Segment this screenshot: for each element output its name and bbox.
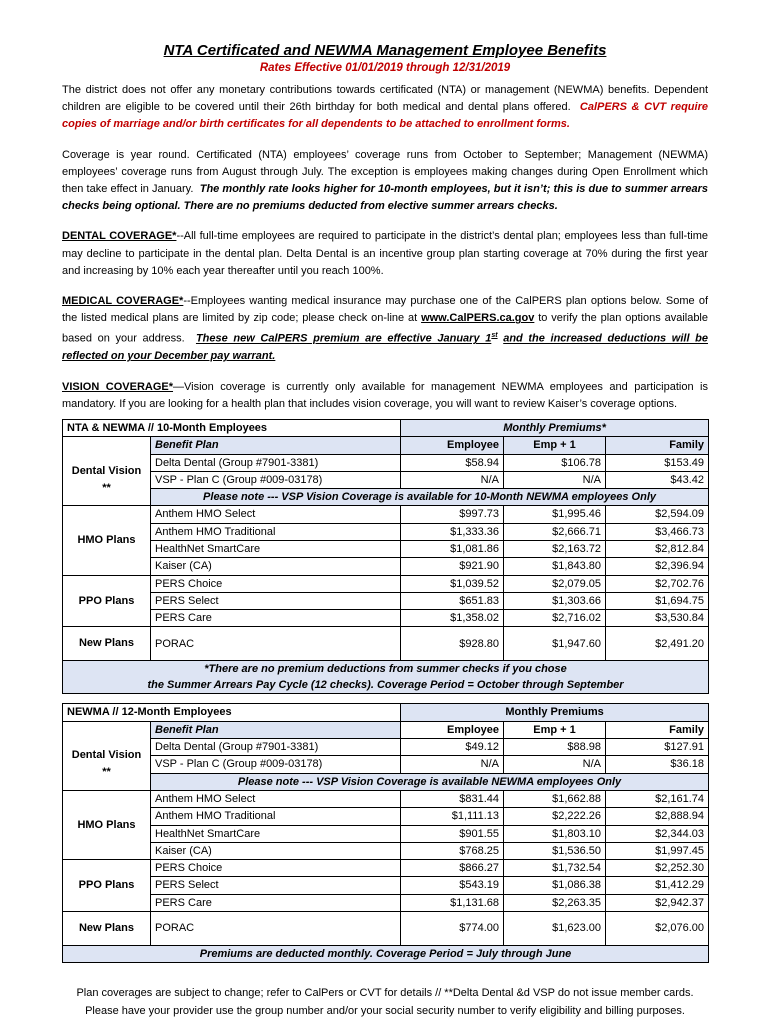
page-footer [62,985,708,1020]
col-benefit-plan: Benefit Plan [151,437,401,454]
group-new-plans: New Plans [63,912,151,946]
table-row [63,790,709,807]
emp-plus-1-rate: $1,803.10 [504,825,606,842]
employee-rate: $928.80 [401,627,504,661]
dental-paragraph [62,228,708,280]
table-row [63,471,709,488]
table-footer-note [63,661,709,694]
emp-plus-1-rate: $1,086.38 [504,877,606,894]
table-row [63,894,709,911]
employee-rate: $543.19 [401,877,504,894]
employee-rate: $901.55 [401,825,504,842]
emp-plus-1-rate: $2,222.26 [504,808,606,825]
plan-name: PERS Select [151,877,401,894]
table-footer-line-1: *There are no premium deductions from summer checks if you chose [204,663,567,676]
footer-line-1: Plan coverages are subject to change; refer to CalPers or CVT for details // **Delta Dental &d VSP do not issue member cards. [76,987,694,1000]
calpers-link[interactable]: www.CalPERS.ca.gov [421,312,535,325]
family-rate: $2,076.00 [606,912,709,946]
family-rate: $36.18 [606,756,709,773]
table-footer-row [63,661,709,694]
family-rate: $1,997.45 [606,842,709,859]
col-emp-plus-1: Emp + 1 [504,437,606,454]
group-header-blank [63,437,151,454]
vsp-note-row [63,773,709,790]
emp-plus-1-rate: $1,947.60 [504,627,606,661]
table-row [63,912,709,946]
employee-rate: $831.44 [401,790,504,807]
medical-bold-a: These new CalPERS premium are effective January 1 [195,333,492,346]
emp-plus-1-rate: $1,732.54 [504,860,606,877]
vsp-note: Please note --- VSP Vision Coverage is available for 10-Month NEWMA employees Only [151,489,709,506]
table-row [63,575,709,592]
group-ppo-plans: PPO Plans [63,575,151,627]
intro-paragraph [62,82,708,134]
monthly-premiums-header: Monthly Premiums [401,704,709,721]
emp-plus-1-rate: $1,623.00 [504,912,606,946]
plan-name: Delta Dental (Group #7901-3381) [151,739,401,756]
employee-rate: $997.73 [401,506,504,523]
group-hmo-plans: HMO Plans [63,506,151,575]
vision-heading: VISION COVERAGE* [62,380,174,393]
plan-name: PERS Care [151,894,401,911]
family-rate: $2,942.37 [606,894,709,911]
family-rate: $1,694.75 [606,592,709,609]
premiums-table-12-month [62,703,709,963]
emp-plus-1-rate: N/A [504,471,606,488]
employee-rate: $866.27 [401,860,504,877]
table-row [63,808,709,825]
employee-rate: $1,333.36 [401,523,504,540]
family-rate: $3,530.84 [606,610,709,627]
employee-rate: $921.90 [401,558,504,575]
coverage-paragraph [62,147,708,216]
plan-name: Delta Dental (Group #7901-3381) [151,454,401,471]
table-title: NTA & NEWMA // 10-Month Employees [63,419,401,436]
table-row [63,756,709,773]
table-row [63,523,709,540]
vsp-note: Please note --- VSP Vision Coverage is available NEWMA employees Only [151,773,709,790]
group-hmo-plans: HMO Plans [63,790,151,859]
employee-rate: $58.94 [401,454,504,471]
family-rate: $2,594.09 [606,506,709,523]
employee-rate: $49.12 [401,739,504,756]
plan-name: VSP - Plan C (Group #009-03178) [151,471,401,488]
intro-red-text: CalPERS & CVT require copies of marriage and/or birth certificates for all dependents to be attached to enrollment forms. [62,101,708,131]
family-rate: $153.49 [606,454,709,471]
table-row [63,610,709,627]
family-rate: $43.42 [606,471,709,488]
employee-rate: $774.00 [401,912,504,946]
table-row [63,860,709,877]
col-family: Family [606,437,709,454]
family-rate: $2,888.94 [606,808,709,825]
employee-rate: $1,131.68 [401,894,504,911]
rates-effective-subtitle: Rates Effective 01/01/2019 through 12/31/2019 [259,62,511,74]
table-row [63,506,709,523]
table-row [63,592,709,609]
family-rate: $127.91 [606,739,709,756]
dental-text: --All full-time employees are required to participate in the district’s dental plan; employees less than full-time may decline to participate in the dental plan. Delta Dental is an incentive group plan starting coverage at 70% during the first year and increasing by 10% each year thereafter until you reach 100%. [62,230,708,277]
group-new-plans: New Plans [63,627,151,661]
plan-name: HealthNet SmartCare [151,825,401,842]
medical-paragraph [62,293,708,365]
group-ppo-plans: PPO Plans [63,860,151,912]
family-rate: $3,466.73 [606,523,709,540]
emp-plus-1-rate: $2,079.05 [504,575,606,592]
medical-text-2: to verify the plan options available based on your address. [62,312,708,346]
plan-name: Kaiser (CA) [151,558,401,575]
dental-heading: DENTAL COVERAGE* [62,230,177,243]
table-row [63,627,709,661]
plan-name: Anthem HMO Traditional [151,808,401,825]
family-rate: $2,344.03 [606,825,709,842]
coverage-text: Coverage is year round. Certificated (NTA) employees’ coverage runs from October to September; Management (NEWMA) employees’ coverage runs from August through July. The exception is employees making changes during Open Enrollment which then take effect in January. [62,148,708,196]
plan-name: Anthem HMO Select [151,506,401,523]
emp-plus-1-rate: $1,995.46 [504,506,606,523]
employee-rate: $768.25 [401,842,504,859]
table-row [63,540,709,557]
family-rate: $2,812.84 [606,540,709,557]
intro-text: The district does not offer any monetary contributions towards certificated (NTA) or management (NEWMA) benefits. Dependent children are eligible to be covered until their 26th birthday for both medical and dental plans offered. [62,84,708,114]
col-benefit-plan: Benefit Plan [151,721,401,738]
plan-name: PORAC [151,627,401,661]
document-title: NTA Certificated and NEWMA Management Employee Benefits [163,42,607,59]
group-header-blank [63,721,151,738]
emp-plus-1-rate: $1,536.50 [504,842,606,859]
plan-name: PERS Care [151,610,401,627]
emp-plus-1-rate: $2,666.71 [504,523,606,540]
plan-name: VSP - Plan C (Group #009-03178) [151,756,401,773]
emp-plus-1-rate: $1,662.88 [504,790,606,807]
emp-plus-1-rate: $88.98 [504,739,606,756]
medical-bold-b: and the increased deductions will be reflected on your December pay warrant. [62,333,708,363]
plan-name: PERS Select [151,592,401,609]
vision-text: —Vision coverage is currently only available for management NEWMA employees and participation is mandatory. If you are looking for a health plan that includes vision coverage, you will want to review Kaiser’s coverage options. [62,380,708,410]
family-rate: $2,491.20 [606,627,709,661]
premiums-table-10-month [62,419,709,695]
emp-plus-1-rate: $2,163.72 [504,540,606,557]
col-emp-plus-1: Emp + 1 [504,721,606,738]
col-family: Family [606,721,709,738]
employee-rate: $1,081.86 [401,540,504,557]
family-rate: $1,412.29 [606,877,709,894]
emp-plus-1-rate: $2,716.02 [504,610,606,627]
plan-name: PERS Choice [151,860,401,877]
family-rate: $2,252.30 [606,860,709,877]
employee-rate: N/A [401,471,504,488]
employee-rate: N/A [401,756,504,773]
footer-line-2: Please have your provider use the group number and/or your social security number to verify eligibility and billing purposes. [85,1004,685,1017]
emp-plus-1-rate: $1,303.66 [504,592,606,609]
col-employee: Employee [401,721,504,738]
plan-name: PERS Choice [151,575,401,592]
plan-name: Anthem HMO Select [151,790,401,807]
employee-rate: $1,111.13 [401,808,504,825]
plan-name: Anthem HMO Traditional [151,523,401,540]
table-footer-line-2: the Summer Arrears Pay Cycle (12 checks). Coverage Period = October through September [147,679,624,692]
table-row [63,454,709,471]
col-employee: Employee [401,437,504,454]
table-footer-row [63,946,709,963]
family-rate: $2,702.76 [606,575,709,592]
emp-plus-1-rate: N/A [504,756,606,773]
plan-name: PORAC [151,912,401,946]
table-footer-note: Premiums are deducted monthly. Coverage Period = July through June [63,946,709,963]
table-title: NEWMA // 12-Month Employees [63,704,401,721]
emp-plus-1-rate: $2,263.35 [504,894,606,911]
group-dental-vision: Dental Vision ** [63,454,151,506]
table-row [63,842,709,859]
table-row [63,825,709,842]
vsp-note-row [63,489,709,506]
emp-plus-1-rate: $1,843.80 [504,558,606,575]
employee-rate: $651.83 [401,592,504,609]
group-dental-vision: Dental Vision ** [63,739,151,791]
medical-heading: MEDICAL COVERAGE* [62,295,184,308]
coverage-bold-text: The monthly rate looks higher for 10-month employees, but it isn’t; this is due to summer arrears checks being optional. There are no premiums deducted from elective summer arrears checks. [62,183,708,213]
employee-rate: $1,039.52 [401,575,504,592]
plan-name: HealthNet SmartCare [151,540,401,557]
table-row [63,877,709,894]
table-row [63,739,709,756]
family-rate: $2,396.94 [606,558,709,575]
plan-name: Kaiser (CA) [151,842,401,859]
monthly-premiums-header: Monthly Premiums* [401,419,709,436]
medical-text-1: --Employees wanting medical insurance may purchase one of the CalPERS plan options below. Some of the listed medical plans are limited by zip code; please check on-line at [62,295,709,325]
emp-plus-1-rate: $106.78 [504,454,606,471]
vision-paragraph [62,379,708,413]
table-row [63,558,709,575]
family-rate: $2,161.74 [606,790,709,807]
medical-bold-sup: st [491,332,498,340]
employee-rate: $1,358.02 [401,610,504,627]
